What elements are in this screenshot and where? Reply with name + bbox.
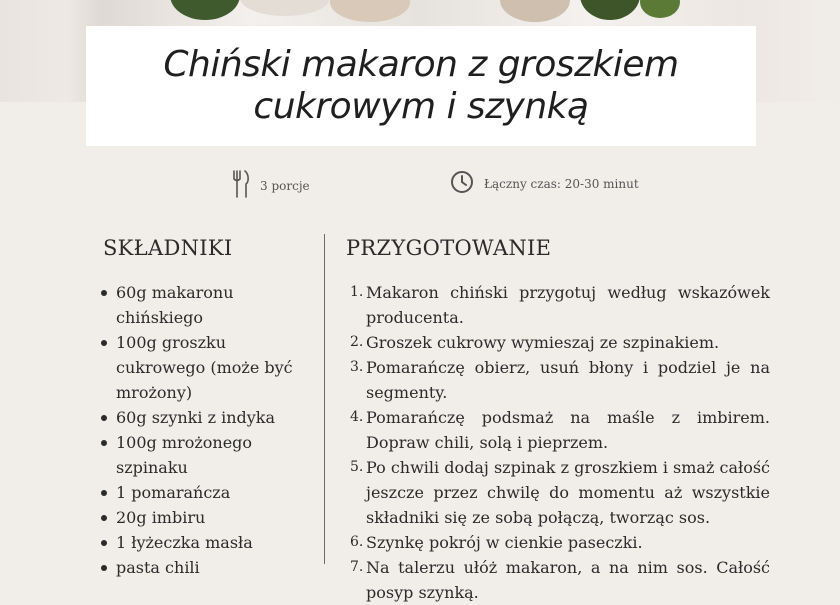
list-item: 20g imbiru: [100, 505, 315, 530]
photo-detail: [640, 0, 680, 18]
step-text: Groszek cukrowy wymieszaj ze szpinakiem.: [366, 333, 720, 352]
photo-detail: [330, 0, 410, 22]
step-number: 5.: [350, 459, 364, 475]
step-number: 6.: [350, 534, 364, 550]
step-number: 2.: [350, 334, 364, 350]
photo-detail: [170, 0, 240, 20]
list-item: 1 łyżeczka masła: [100, 530, 315, 555]
step-text: Na talerzu ułóż makaron, a na nim sos. Całość posyp szynką.: [366, 558, 770, 602]
steps-list: [350, 280, 770, 605]
step-item: [350, 355, 770, 405]
total-time-text: Łączny czas: 20-30 minut: [484, 176, 639, 191]
recipe-meta: [0, 168, 840, 200]
step-item: [350, 455, 770, 530]
column-divider: [324, 234, 325, 564]
step-text: Pomarańczę podsmaż na maśle z imbirem. Dopraw chili, solą i pieprzem.: [366, 408, 770, 452]
step-text: Szynkę pokrój w cienkie paseczki.: [366, 533, 643, 552]
list-item: pasta chili: [100, 555, 315, 580]
title-card: [86, 26, 756, 146]
servings-text: 3 porcje: [260, 178, 310, 193]
time-info: [450, 170, 639, 197]
step-item: [350, 330, 770, 355]
recipe-title: Chiński makaron z groszkiem cukrowym i szynką: [163, 44, 679, 127]
step-item: [350, 280, 770, 330]
clock-icon: [450, 170, 474, 197]
step-text: Makaron chiński przygotuj według wskazówek producenta.: [366, 283, 770, 327]
steps-heading: PRZYGOTOWANIE: [346, 236, 552, 260]
step-text: Pomarańczę obierz, usuń błony i podziel je na segmenty.: [366, 358, 770, 402]
step-number: 1.: [350, 284, 364, 300]
step-item: [350, 530, 770, 555]
photo-detail: [240, 0, 330, 16]
step-item: [350, 405, 770, 455]
servings-info: [232, 170, 310, 201]
fork-knife-icon: [232, 170, 250, 201]
photo-detail: [580, 0, 640, 20]
step-number: 4.: [350, 409, 364, 425]
ingredients-heading: SKŁADNIKI: [103, 236, 233, 260]
photo-detail: [500, 0, 570, 22]
step-number: 7.: [350, 559, 364, 575]
list-item: 100g mrożonego szpinaku: [100, 430, 315, 480]
step-item: [350, 555, 770, 605]
list-item: 60g makaronu chińskiego: [100, 280, 315, 330]
list-item: 100g groszku cukrowego (może być mrożony): [100, 330, 315, 405]
ingredients-list: [100, 280, 315, 580]
list-item: 60g szynki z indyka: [100, 405, 315, 430]
step-text: Po chwili dodaj szpinak z groszkiem i smaż całość jeszcze przez chwilę do momentu aż wszystkie składniki się ze sobą połączą, tworząc sos.: [366, 458, 770, 527]
list-item: 1 pomarańcza: [100, 480, 315, 505]
step-number: 3.: [350, 359, 364, 375]
